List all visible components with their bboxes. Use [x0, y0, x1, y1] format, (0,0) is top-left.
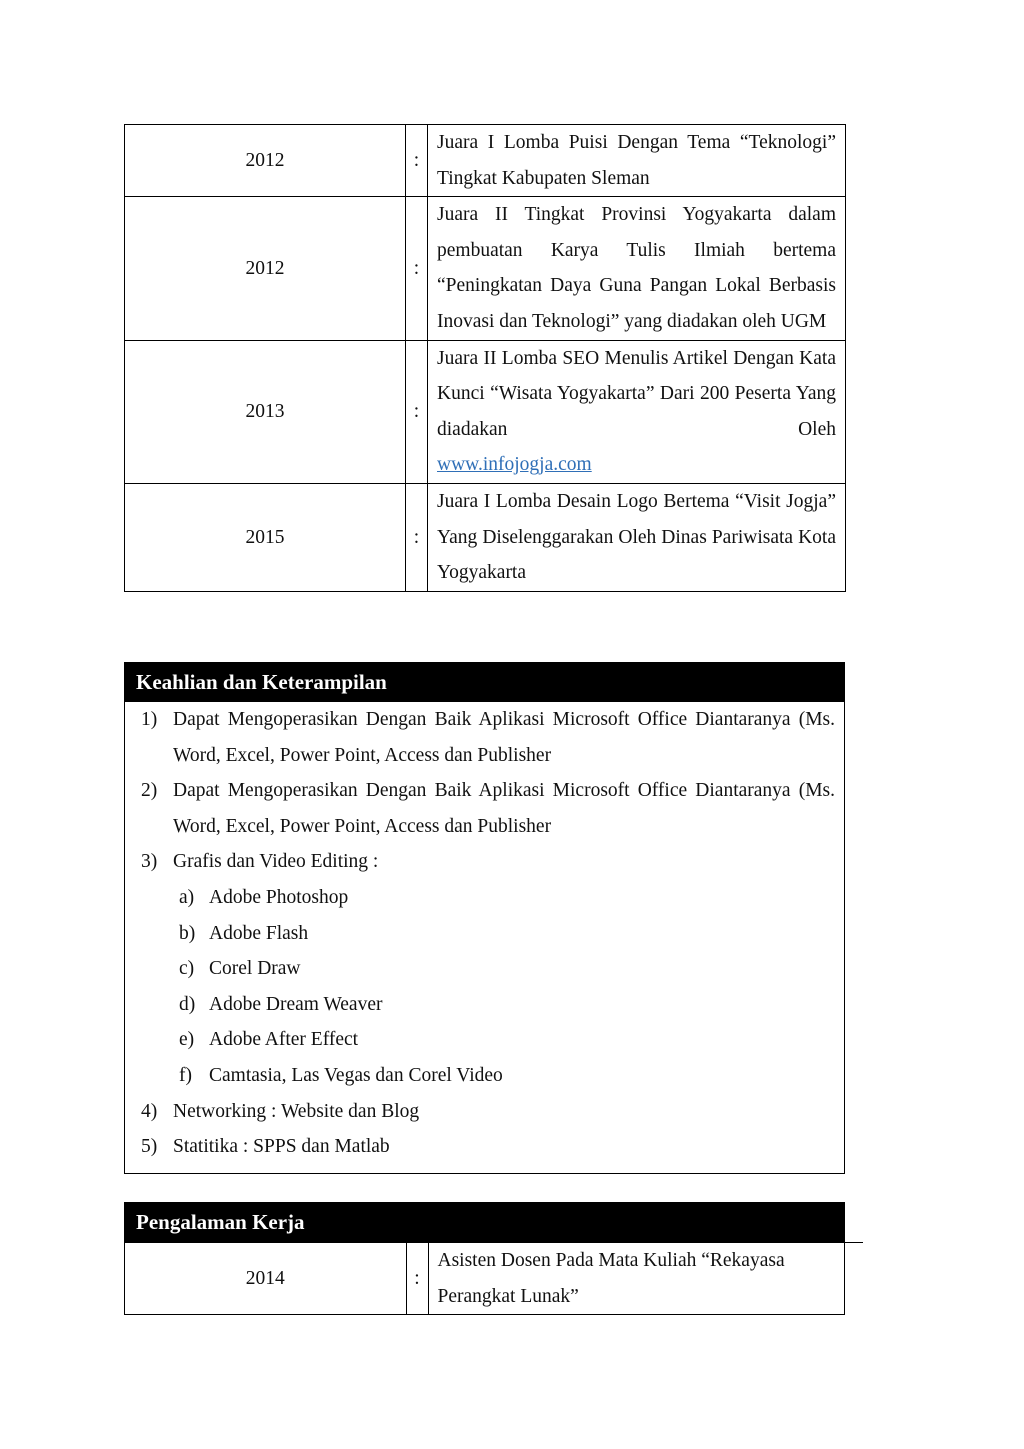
table-row	[125, 125, 846, 197]
award-year: 2013	[125, 340, 406, 483]
experience-year: 2014	[125, 1243, 406, 1315]
skills-section	[124, 662, 845, 1174]
separator-colon: :	[406, 483, 428, 591]
award-description-text: Juara I Lomba Puisi Dengan Tema “Teknologi” Tingkat Kabupaten Sleman	[437, 132, 836, 189]
award-description	[428, 125, 846, 197]
table-row	[125, 197, 846, 340]
list-number: 4)	[141, 1100, 158, 1122]
list-item-text: Dapat Mengoperasikan Dengan Baik Aplikasi Microsoft Office Diantaranya (Ms. Word, Excel, Power Point, Access dan Publisher	[173, 780, 835, 837]
award-description	[428, 340, 846, 483]
separator-colon: :	[406, 197, 428, 340]
separator-colon: :	[406, 125, 428, 197]
sub-list-item	[173, 916, 835, 952]
separator-colon: :	[406, 340, 428, 483]
sub-list-item-text: Adobe Flash	[209, 922, 309, 944]
sub-list-item	[173, 951, 835, 987]
list-item	[125, 702, 835, 773]
sub-skills-list	[173, 880, 835, 1094]
sub-list-letter: a)	[179, 886, 195, 908]
list-number: 2)	[141, 780, 158, 802]
award-description	[428, 197, 846, 340]
sub-list-letter: b)	[179, 922, 196, 944]
sub-list-item	[173, 880, 835, 916]
experience-section-title: Pengalaman Kerja	[125, 1203, 844, 1242]
sub-list-item-text: Adobe After Effect	[209, 1029, 359, 1051]
list-item	[125, 1129, 835, 1165]
experience-table	[125, 1242, 863, 1314]
skills-section-title: Keahlian dan Keterampilan	[125, 663, 844, 702]
table-row	[125, 1243, 863, 1315]
table-row	[125, 483, 846, 591]
sub-list-letter: e)	[179, 1029, 195, 1051]
sub-list-item-text: Adobe Photoshop	[209, 886, 349, 908]
award-description	[428, 483, 846, 591]
list-number: 5)	[141, 1136, 158, 1158]
list-item-text: Dapat Mengoperasikan Dengan Baik Aplikasi Microsoft Office Diantaranya (Ms. Word, Excel, Power Point, Access dan Publisher	[173, 709, 835, 766]
sub-list-letter: f)	[179, 1064, 192, 1086]
skills-list	[125, 702, 844, 1173]
experience-section	[124, 1202, 845, 1315]
list-item-text: Networking : Website dan Blog	[173, 1100, 420, 1122]
list-item	[125, 844, 835, 1093]
list-number: 1)	[141, 709, 158, 730]
separator-colon: :	[406, 1243, 428, 1315]
award-year: 2012	[125, 125, 406, 197]
award-year: 2012	[125, 197, 406, 340]
sub-list-item	[173, 1022, 835, 1058]
award-description-text: Juara II Tingkat Provinsi Yogyakarta dalam pembuatan Karya Tulis Ilmiah bertema “Peningkatan Daya Guna Pangan Lokal Berbasis Inovasi dan Teknologi” yang diadakan oleh UGM	[437, 204, 836, 332]
sub-list-letter: c)	[179, 958, 195, 980]
award-description-text: Juara II Lomba SEO Menulis Artikel Dengan Kata Kunci “Wisata Yogyakarta” Dari 200 Peserta Yang diadakan Oleh	[437, 347, 836, 440]
sub-list-item	[173, 987, 835, 1023]
list-item-text: Statitika : SPPS dan Matlab	[173, 1136, 390, 1158]
experience-description	[428, 1243, 863, 1315]
sub-list-item-text: Adobe Dream Weaver	[209, 993, 383, 1015]
infojogja-link[interactable]: www.infojogja.com	[437, 454, 592, 476]
sub-list-item	[173, 1058, 835, 1094]
sub-list-item-text: Corel Draw	[209, 958, 301, 980]
sub-list-item-text: Camtasia, Las Vegas dan Corel Video	[209, 1064, 503, 1086]
table-row	[125, 340, 846, 483]
list-number: 3)	[141, 851, 158, 873]
award-year: 2015	[125, 483, 406, 591]
list-item	[125, 1094, 835, 1130]
experience-description-text: Asisten Dosen Pada Mata Kuliah “Rekayasa Perangkat Lunak”	[437, 1250, 785, 1307]
list-item	[125, 773, 835, 844]
awards-table	[124, 124, 846, 592]
list-item-text: Grafis dan Video Editing :	[173, 851, 379, 873]
award-description-text: Juara I Lomba Desain Logo Bertema “Visit Jogja” Yang Diselenggarakan Oleh Dinas Pariwisata Kota Yogyakarta	[437, 490, 836, 584]
sub-list-letter: d)	[179, 993, 196, 1015]
